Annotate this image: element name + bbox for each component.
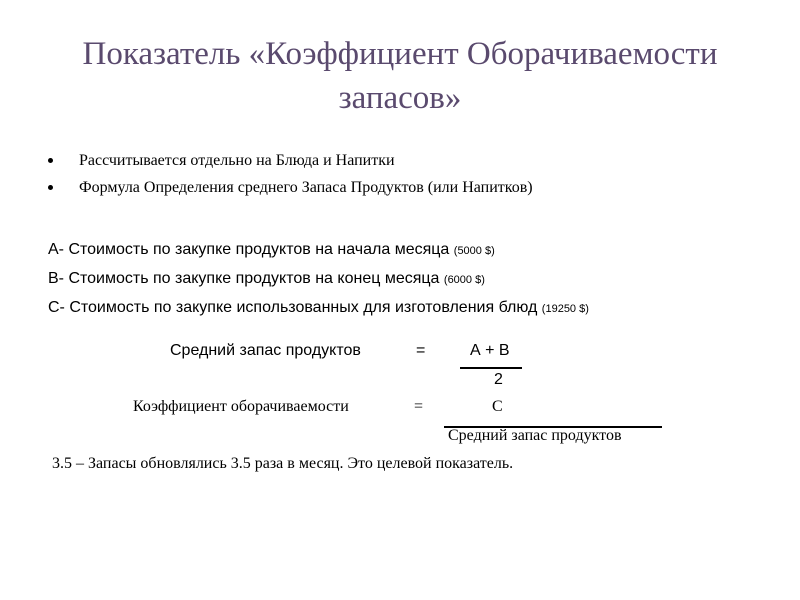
definitions [48,236,589,323]
bullet-item [48,147,533,174]
definition-b [48,265,589,294]
definition-note: (6000 $) [443,274,485,286]
definition-text: А- Стоимость по закупке продуктов на начала месяца [48,241,450,258]
bullet-dot-icon [48,158,53,163]
formula-numerator: С [492,398,503,415]
conclusion-text: 3.5 – Запасы обновлялись 3.5 раза в месяц. Это целевой показатель. [52,455,514,472]
formula-label: Коэффициент оборачиваемости [133,398,349,415]
equals-sign: = [416,342,426,359]
formula-denominator: 2 [494,371,503,388]
formula-denominator: Средний запас продуктов [448,427,622,444]
bullet-list [48,147,533,201]
slide-title: Показатель «Коэффициент Оборачиваемости запасов» [82,36,718,116]
definition-text: В- Стоимость по закупке продуктов на конец месяца [48,270,440,287]
definition-note: (5000 $) [453,245,495,257]
bullet-text: Формула Определения среднего Запаса Продуктов (или Напитков) [79,179,533,196]
definition-text: С- Стоимость по закупке использованных для изготовления блюд [48,299,538,316]
definition-note: (19250 $) [541,303,589,315]
formula-numerator: А + В [470,342,510,359]
bullet-dot-icon [48,185,53,190]
definition-c [48,294,589,323]
bullet-item [48,174,533,201]
bullet-text: Рассчитывается отдельно на Блюда и Напитки [79,152,395,169]
definition-a [48,236,589,265]
equals-sign: = [414,398,424,415]
formula-label: Средний запас продуктов [170,342,361,359]
fraction-line [460,367,522,369]
